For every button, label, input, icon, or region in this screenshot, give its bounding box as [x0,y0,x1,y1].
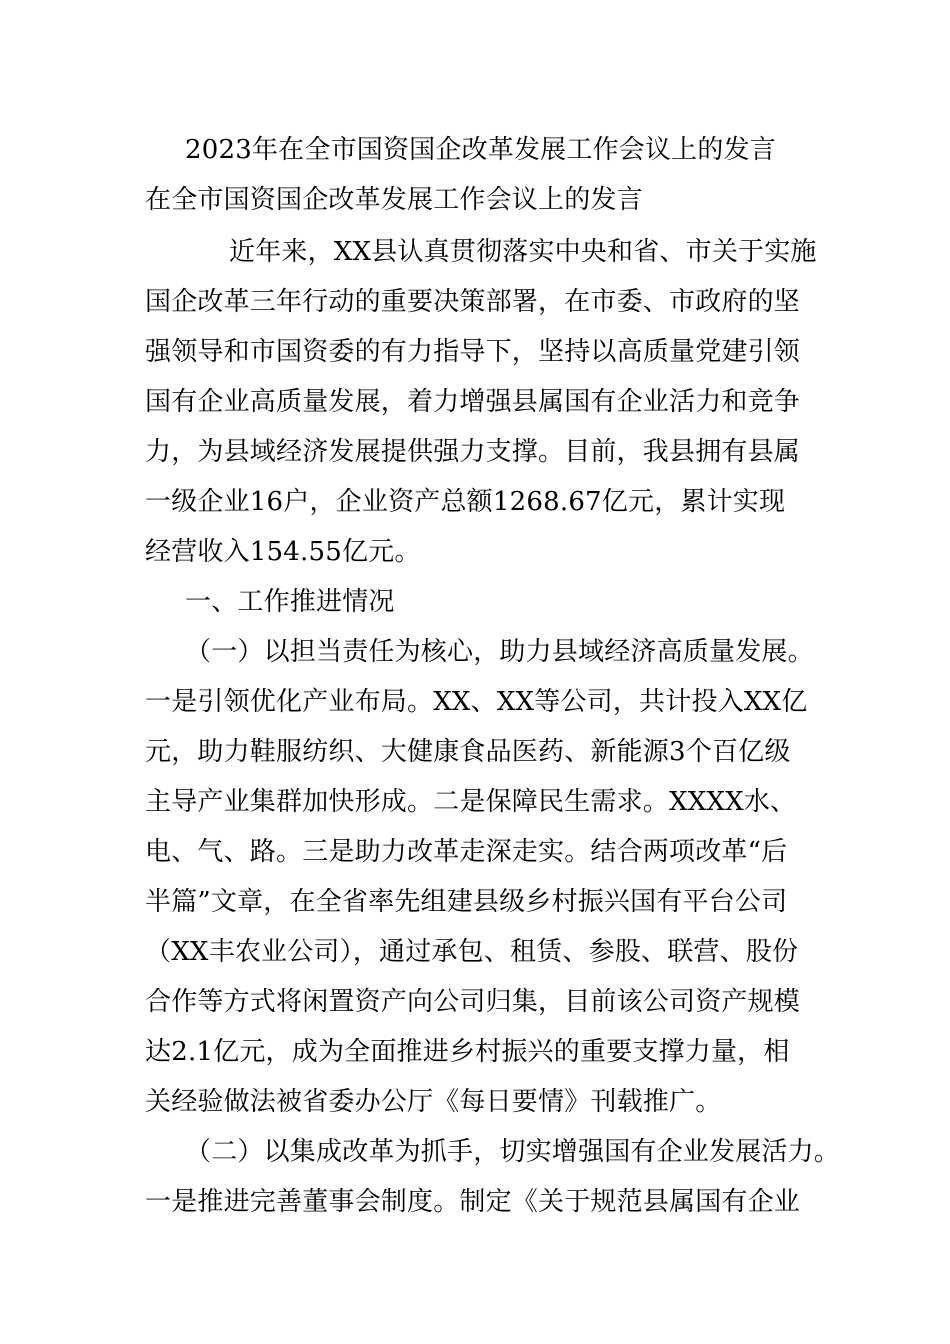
paragraph-line: 关经验做法被省委办公厅《每日要情》刊载推广。 [145,1087,722,1117]
paragraph-line: 强领导和市国资委的有力指导下，坚持以高质量党建引领 [145,337,801,367]
document-title: 2023年在全市国资国企改革发展工作会议上的发言 [185,135,776,165]
paragraph-line: 国企改革三年行动的重要决策部署，在市委、市政府的坚 [145,287,801,317]
paragraph-line: 近年来，XX县认真贯彻落实中央和省、市关于实施 [229,237,817,267]
paragraph-line: 元，助力鞋服纺织、大健康食品医药、新能源3个百亿级 [145,737,791,767]
section-heading: 一、工作推进情况 [185,587,395,617]
paragraph-line: 主导产业集群加快形成。二是保障民生需求。XXXX水、 [145,787,797,817]
subsection-heading: （一）以担当责任为核心，助力县域经济高质量发展。 [185,637,814,667]
paragraph-line: 力，为县域经济发展提供强力支撑。目前，我县拥有县属 [145,437,801,467]
subsection-heading: （二）以集成改革为抓手，切实增强国有企业发展活力。 [185,1137,841,1167]
paragraph-line: 达2.1亿元，成为全面推进乡村振兴的重要支撑力量，相 [145,1037,790,1067]
document-subtitle: 在全市国资国企改革发展工作会议上的发言 [145,185,643,215]
paragraph-line: 半篇”文章，在全省率先组建县级乡村振兴国有平台公司 [145,887,788,917]
paragraph-line: 一级企业16户，企业资产总额1268.67亿元，累计实现 [145,487,786,517]
paragraph-line: （XX丰农业公司），通过承包、租赁、参股、联营、股份 [145,937,799,967]
paragraph-line: 国有企业高质量发展，着力增强县属国有企业活力和竞争 [145,387,801,417]
paragraph-line: 一是引领优化产业布局。XX、XX等公司，共计投入XX亿 [145,687,808,717]
paragraph-line: 合作等方式将闲置资产向公司归集，目前该公司资产规模 [145,987,801,1017]
paragraph-line: 经营收入154.55亿元。 [145,537,421,567]
paragraph-line: 一是推进完善董事会制度。制定《关于规范县属国有企业 [145,1187,801,1217]
paragraph-line: 电、气、路。三是助力改革走深走实。结合两项改革“后 [145,837,788,867]
